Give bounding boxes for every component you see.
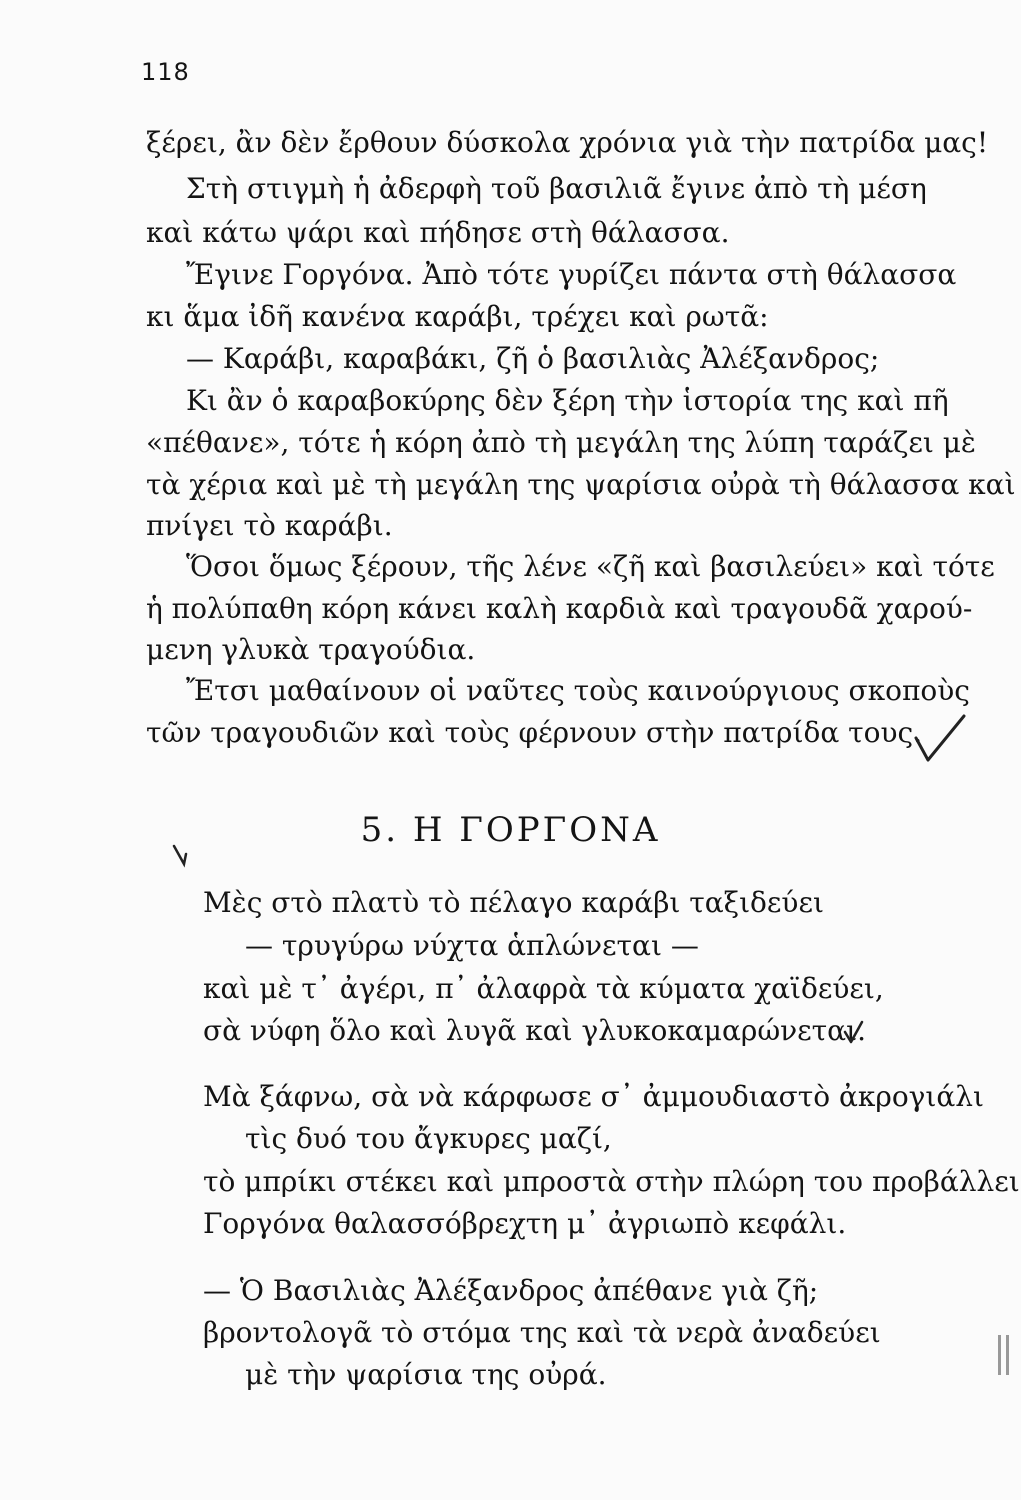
- prose-line: τῶν τραγουδιῶν καὶ τοὺς φέρνουν στὴν πατρίδα τους.: [146, 716, 923, 749]
- prose-line: μενη γλυκὰ τραγούδια.: [146, 633, 476, 666]
- prose-line: Ἔγινε Γοργόνα. Ἀπὸ τότε γυρίζει πάντα στὴ θάλασσα: [186, 258, 957, 291]
- verse-line: τὸ μπρίκι στέκει καὶ μπροστὰ στὴν πλώρη του προβάλλει: [203, 1165, 1020, 1198]
- verse-line: βροντολογᾶ τὸ στόμα της καὶ τὰ νερὰ ἀναδεύει: [203, 1316, 881, 1349]
- prose-line: τὰ χέρια καὶ μὲ τὴ μεγάλη της ψαρίσια οὐρὰ τὴ θάλασσα καὶ: [146, 468, 1016, 501]
- prose-line: κι ἅμα ἰδῆ κανένα καράβι, τρέχει καὶ ρωτᾶ:: [146, 300, 769, 333]
- poem-title: 5. Η ΓΟΡΓΟΝΑ: [360, 810, 661, 850]
- verse-line: Μὲς στὸ πλατὺ τὸ πέλαγο καράβι ταξιδεύει: [203, 886, 824, 919]
- prose-line: καὶ κάτω ψάρι καὶ πήδησε στὴ θάλασσα.: [146, 216, 730, 249]
- verse-line: Γοργόνα θαλασσόβρεχτη μ᾿ ἀγριωπὸ κεφάλι.: [203, 1207, 847, 1240]
- prose-line: Ὅσοι ὅμως ξέρουν, τῆς λένε «ζῆ καὶ βασιλεύει» καὶ τότε: [186, 550, 995, 583]
- prose-line: — Καράβι, καραβάκι, ζῆ ὁ βασιλιὰς Ἀλέξανδρος;: [186, 342, 880, 375]
- checkmark-icon: [912, 710, 970, 768]
- prose-line: Κι ἂν ὁ καραβοκύρης δὲν ξέρη τὴν ἱστορία της καὶ πῆ: [186, 384, 949, 417]
- verse-line: — τρυγύρω νύχτα ἁπλώνεται —: [245, 929, 699, 962]
- prose-line: «πέθανε», τότε ἡ κόρη ἀπὸ τὴ μεγάλη της λύπη ταράζει μὲ: [146, 426, 976, 459]
- verse-line: καὶ μὲ τ᾿ ἀγέρι, π᾿ ἀλαφρὰ τὰ κύματα χαϊδεύει,: [203, 972, 884, 1005]
- prose-line: ξέρει, ἂν δὲν ἔρθουν δύσκολα χρόνια γιὰ τὴν πατρίδα μας!: [146, 126, 989, 159]
- verse-line: σὰ νύφη ὅλο καὶ λυγᾶ καὶ γλυκοκαμαρώνεται.: [203, 1014, 866, 1047]
- verse-line: — Ὁ Βασιλιὰς Ἀλέξανδρος ἀπέθανε γιὰ ζῆ;: [203, 1274, 819, 1307]
- page-number: 118: [141, 58, 190, 86]
- prose-line: πνίγει τὸ καράβι.: [146, 509, 393, 542]
- prose-line: ἡ πολύπαθη κόρη κάνει καλὴ καρδιὰ καὶ τραγουδᾶ χαρού-: [146, 592, 973, 625]
- prose-line: Ἔτσι μαθαίνουν οἱ ναῦτες τοὺς καινούργιους σκοποὺς: [186, 674, 970, 707]
- bleed-through-mark: [998, 1335, 1001, 1375]
- verse-line: Μὰ ξάφνω, σὰ νὰ κάρφωσε σ᾿ ἀμμουδιαστὸ ἀκρογιάλι: [203, 1080, 985, 1113]
- prose-line: Στὴ στιγμὴ ἡ ἀδερφὴ τοῦ βασιλιᾶ ἔγινε ἀπὸ τὴ μέση: [186, 172, 927, 205]
- verse-line: τὶς δυό του ἄγκυρες μαζί,: [245, 1122, 612, 1155]
- verse-line: μὲ τὴν ψαρίσια της οὐρά.: [245, 1358, 607, 1391]
- bleed-through-mark: [1006, 1335, 1009, 1375]
- checkmark-icon: [842, 1018, 866, 1046]
